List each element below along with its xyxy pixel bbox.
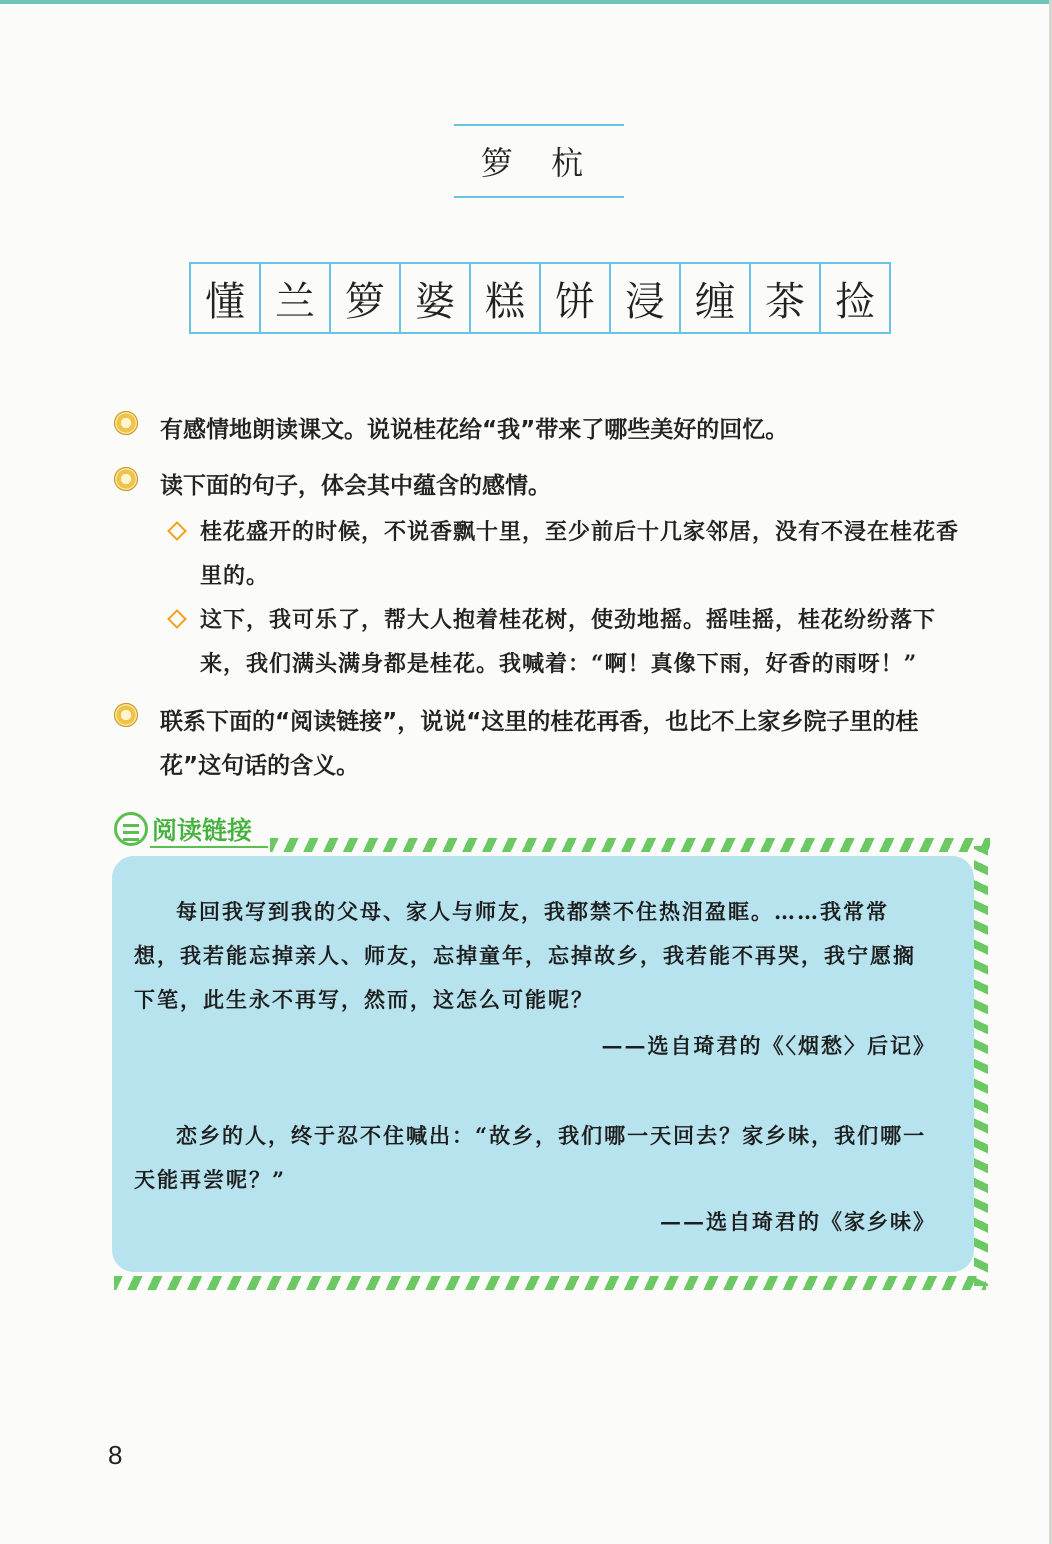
sentence-item bbox=[166, 510, 976, 598]
passage-source: ——选自琦君的《家乡味》 bbox=[660, 1209, 936, 1234]
char-cell: 捡 bbox=[835, 278, 875, 325]
diamond-bullet-icon bbox=[167, 609, 187, 629]
sentence-item bbox=[166, 598, 976, 686]
char-cell: 箩 bbox=[331, 264, 401, 332]
exercise-text: 读下面的句子，体会其中蕴含的感情。 bbox=[160, 473, 551, 499]
passage-2 bbox=[134, 1114, 934, 1202]
exercise-3 bbox=[114, 700, 974, 788]
char-cell: 茶 bbox=[751, 264, 821, 332]
char-cell: 缠 bbox=[681, 264, 751, 332]
diamond-bullet-icon bbox=[167, 521, 187, 541]
page-number: 8 bbox=[108, 1440, 123, 1470]
passage-text: 每回我写到我的父母、家人与师友，我都禁不住热泪盈眶。……我常常想，我若能忘掉亲人、师友，忘掉童年，忘掉故乡，我若能不再哭，我宁愿搁下笔，此生永不再写，然而，这怎么可能呢？ bbox=[134, 899, 916, 1012]
top-color-bar bbox=[0, 0, 1052, 4]
stripe-border-bottom bbox=[114, 1276, 986, 1290]
reading-link-title: 阅读链接 bbox=[152, 816, 253, 845]
char-cell: 糕 bbox=[471, 264, 541, 332]
char-cell: 懂 bbox=[191, 264, 261, 332]
sentence-text: 桂花盛开的时候，不说香飘十里，至少前后十几家邻居，没有不浸在桂花香里的。 bbox=[200, 519, 960, 589]
sentence-text: 这下，我可乐了，帮大人抱着桂花树，使劲地摇。摇哇摇，桂花纷纷落下来，我们满头满身都是桂花。我喊着：“啊！真像下雨，好香的雨呀！” bbox=[200, 607, 937, 677]
char-cell: 婆 bbox=[401, 264, 471, 332]
title-underline bbox=[150, 846, 268, 848]
char-cell: 饼 bbox=[541, 264, 611, 332]
writing-words: 箩 杭 bbox=[454, 124, 624, 198]
exercise-bullet-icon bbox=[114, 703, 138, 727]
exercise-bullet-icon bbox=[114, 467, 138, 491]
passage-text: 恋乡的人，终于忍不住喊出：“故乡，我们哪一天回去？家乡味，我们哪一天能再尝呢？” bbox=[134, 1123, 927, 1192]
reading-link-header bbox=[114, 812, 252, 846]
exercise-2 bbox=[114, 464, 974, 508]
passage-source: ——选自琦君的《〈烟愁〉后记》 bbox=[601, 1033, 936, 1058]
stripe-border-right bbox=[974, 846, 988, 1286]
char-cell: 浸 bbox=[611, 264, 681, 332]
exercise-text: 联系下面的“阅读链接”，说说“这里的桂花再香，也比不上家乡院子里的桂花”这句话的含义。 bbox=[160, 709, 919, 779]
character-grid bbox=[189, 262, 891, 334]
passage-1 bbox=[134, 890, 934, 1022]
book-icon bbox=[114, 812, 148, 846]
exercise-bullet-icon bbox=[114, 411, 138, 435]
stripe-border-top bbox=[270, 838, 990, 852]
char-cell: 兰 bbox=[261, 264, 331, 332]
exercise-text: 有感情地朗读课文。说说桂花给“我”带来了哪些美好的回忆。 bbox=[160, 417, 789, 443]
exercise-1 bbox=[114, 408, 974, 452]
